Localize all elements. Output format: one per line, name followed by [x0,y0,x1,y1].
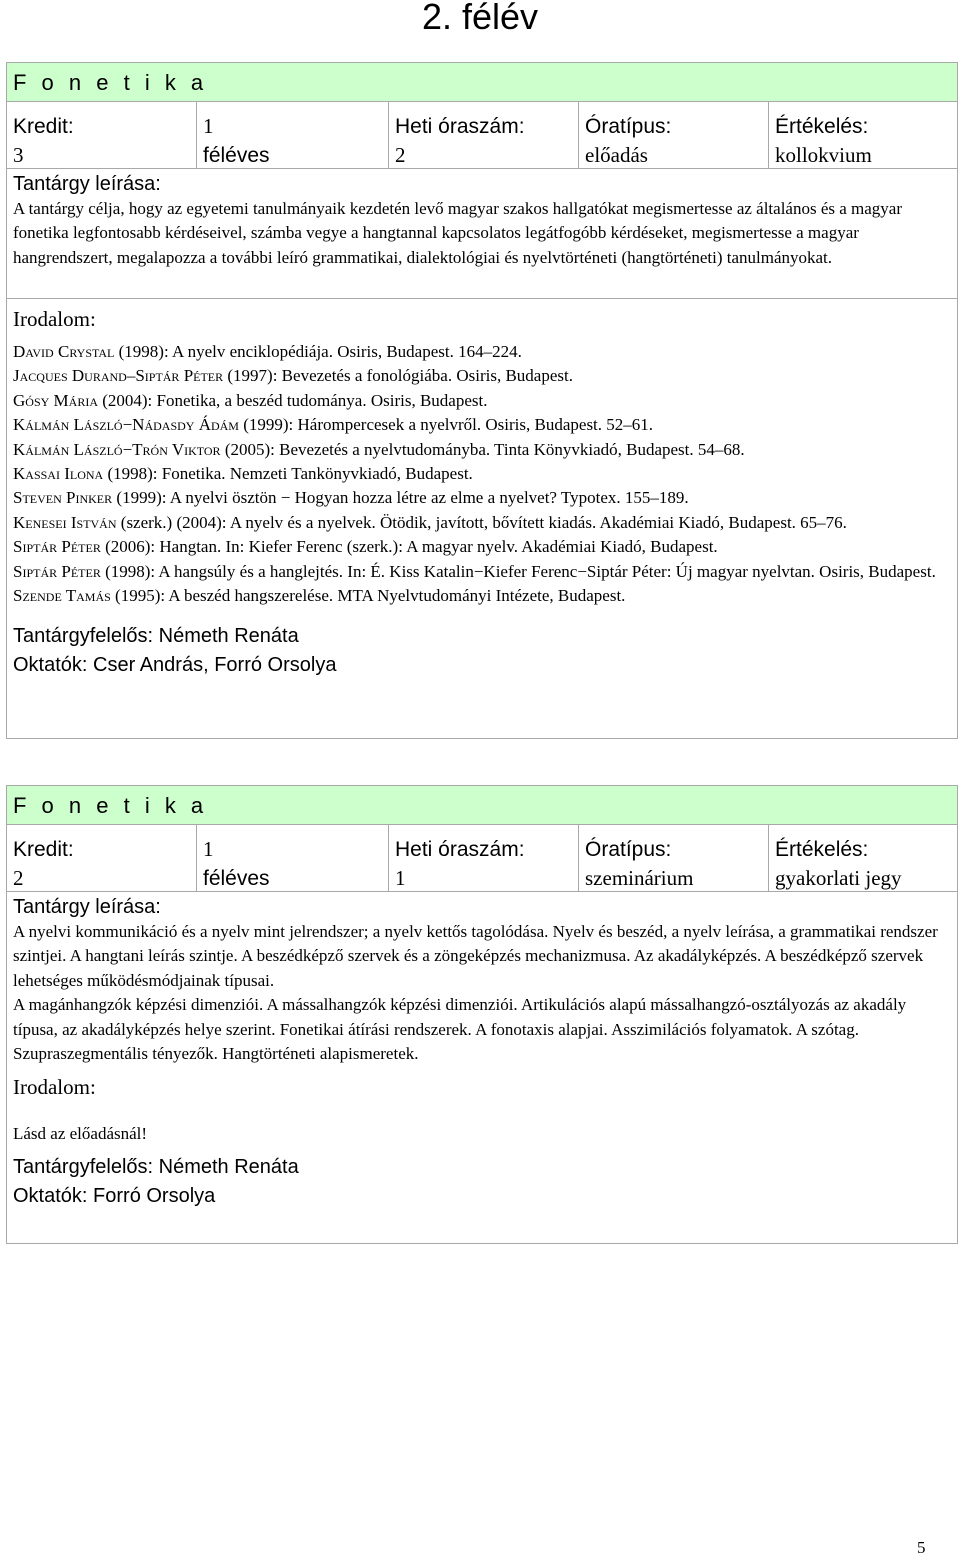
semester-value: 1 [203,837,214,861]
course-block-seminar [6,785,958,1244]
literature-section [7,299,957,677]
credit-value: 3 [13,143,24,167]
hours-value: 2 [395,143,406,167]
literature-entry [13,584,951,608]
literature-entry [13,560,951,584]
description-label: Tantárgy leírása: [13,173,161,195]
semester-cell [197,102,389,168]
description-section [7,892,957,1066]
literature-label: Irodalom: [13,1075,96,1100]
literature-entry [13,389,951,413]
literature-citation: (2005): Bevezetés a nyelvtudományba. Tinta Könyvkiadó, Budapest. 54–68. [220,439,745,459]
literature-citation: (2006): Hangtan. In: Kiefer Ferenc (szerk.): A magyar nyelv. Akadémiai Kiadó, Budapest. [100,537,718,557]
page-title: 2. félév [421,0,539,37]
hours-cell [389,825,579,891]
literature-citation: (1998): Fonetika. Nemzeti Tankönyvkiadó, Budapest. [103,464,473,484]
evaluation-value: gyakorlati jegy [775,866,902,890]
type-value: szeminárium [585,866,694,890]
evaluation-value: kollokvium [775,143,872,167]
evaluation-cell [769,825,957,891]
page-number: 5 [917,1538,926,1557]
literature-author: Kenesei István [13,512,117,532]
semester-value: 1 [203,114,214,138]
type-label: Óratípus: [585,838,672,861]
type-cell [579,825,769,891]
description-text: A nyelvi kommunikáció és a nyelv mint jelrendszer; a nyelv kettős tagolódása. Nyelv és beszéd, a nyelv leírása, a grammatikai rendszer szintjei. A hangtani leírás szintje. A beszédképző szervek és a zöngeképzés mechanizmusa. Az akadályképzés. A beszédképző szervek lehetséges működésmódjainak típusai. [13,922,938,990]
type-value: előadás [585,143,648,167]
description-text: A tantárgy célja, hogy az egyetemi tanulmányaik kezdetén levő magyar szakos hallgatókat megismertesse az általános és a magyar fonetika legfontosabb kérdéseivel, számba vegye a hangtannal kapcsolatos legátfogóbb kérdéseket, megismertesse a magyar hangrendszert, megalapozza a további leíró grammatikai, dialektológiai és nyelvtörténeti (hangtörténeti) tanulmányokat. [13,199,903,267]
course-title: F o n e t i k a [7,786,957,825]
credit-value: 2 [13,866,24,890]
evaluation-cell [769,102,957,168]
evaluation-label: Értékelés: [775,838,869,861]
literature-author: Kassai Ilona [13,464,104,484]
course-info-row [7,825,957,892]
course-title: F o n e t i k a [7,63,957,102]
evaluation-label: Értékelés: [775,115,869,138]
course-instructors: Oktatók: Forró Orsolya [13,1184,216,1207]
hours-label: Heti óraszám: [395,115,525,138]
type-label: Óratípus: [585,115,672,138]
credit-label: Kredit: [13,115,74,138]
literature-label: Irodalom: [13,307,96,331]
literature-entry [13,340,951,364]
literature-entry [13,486,951,510]
credit-cell [7,102,197,168]
literature-author: Siptár Péter [13,537,101,557]
literature-citation: (1998): A nyelv enciklopédiája. Osiris, Budapest. 164–224. [114,342,522,361]
description-text: A magánhangzók képzési dimenziói. A mássalhangzók képzési dimenziói. Artikulációs alapú mássalhangzó-osztályozás az akadály típusa, az akadályképzés helye szerint. Fonetikai átírási rendszerek. A fonotaxis alapjai. Asszimilációs folyamatok. A szótag. Szupraszegmentális tényezők. Hangtörténeti alapismeretek. [13,995,907,1064]
course-block-lecture [6,62,958,739]
hours-cell [389,102,579,168]
hours-value: 1 [395,866,406,890]
semester-label: féléves [203,867,270,890]
description-label: Tantárgy leírása: [13,896,161,918]
literature-author: Szende Tamás [13,586,111,606]
literature-citation: (1997): Bevezetés a fonológiába. Osiris, Budapest. [223,366,573,386]
literature-author: Kálmán László−Nádasdy Ádám [13,415,239,435]
literature-citation: (1999): Hárompercesek a nyelvről. Osiris, Budapest. 52–61. [238,415,654,435]
literature-citation: (2004): Fonetika, a beszéd tudománya. Osiris, Budapest. [97,390,488,410]
literature-citation: (szerk.) (2004): A nyelv és a nyelvek. Ötödik, javított, bővített kiadás. Akadémiai Kiadó, Budapest. 65–76. [116,512,847,532]
literature-section [7,1066,957,1210]
literature-author: Siptár Péter [13,561,101,581]
literature-citation: (1999): A nyelvi ösztön − Hogyan hozza létre az elme a nyelvet? Typotex. 155–189. [112,488,689,508]
semester-label: féléves [203,144,270,167]
literature-author: Kálmán László−Trón Viktor [13,439,221,459]
literature-note: Lásd az előadásnál! [13,1124,148,1144]
type-cell [579,102,769,168]
literature-author: Steven Pinker [13,488,113,508]
literature-entry [13,535,951,559]
literature-author: Jacques Durand–Siptár Péter [13,366,224,386]
credit-label: Kredit: [13,838,74,861]
course-responsible: Tantárgyfelelős: Németh Renáta [13,1155,299,1178]
hours-label: Heti óraszám: [395,838,525,861]
literature-entry [13,511,951,535]
semester-cell [197,825,389,891]
course-info-row [7,102,957,169]
description-section [7,169,957,299]
literature-entry [13,438,951,462]
course-responsible: Tantárgyfelelős: Németh Renáta [13,625,299,648]
credit-cell [7,825,197,891]
literature-entry [13,413,951,437]
literature-entry [13,364,951,388]
literature-entry [13,462,951,486]
literature-list [13,340,951,608]
literature-author: Gósy Mária [13,390,98,410]
literature-author: David Crystal [13,342,115,361]
literature-citation: (1995): A beszéd hangszerelése. MTA Nyelvtudományi Intézete, Budapest. [110,586,626,606]
literature-citation: (1998): A hangsúly és a hanglejtés. In: É. Kiss Katalin−Kiefer Ferenc−Siptár Péter: Új magyar nyelvtan. Osiris, Budapest. [100,561,936,581]
course-instructors: Oktatók: Cser András, Forró Orsolya [13,654,337,677]
